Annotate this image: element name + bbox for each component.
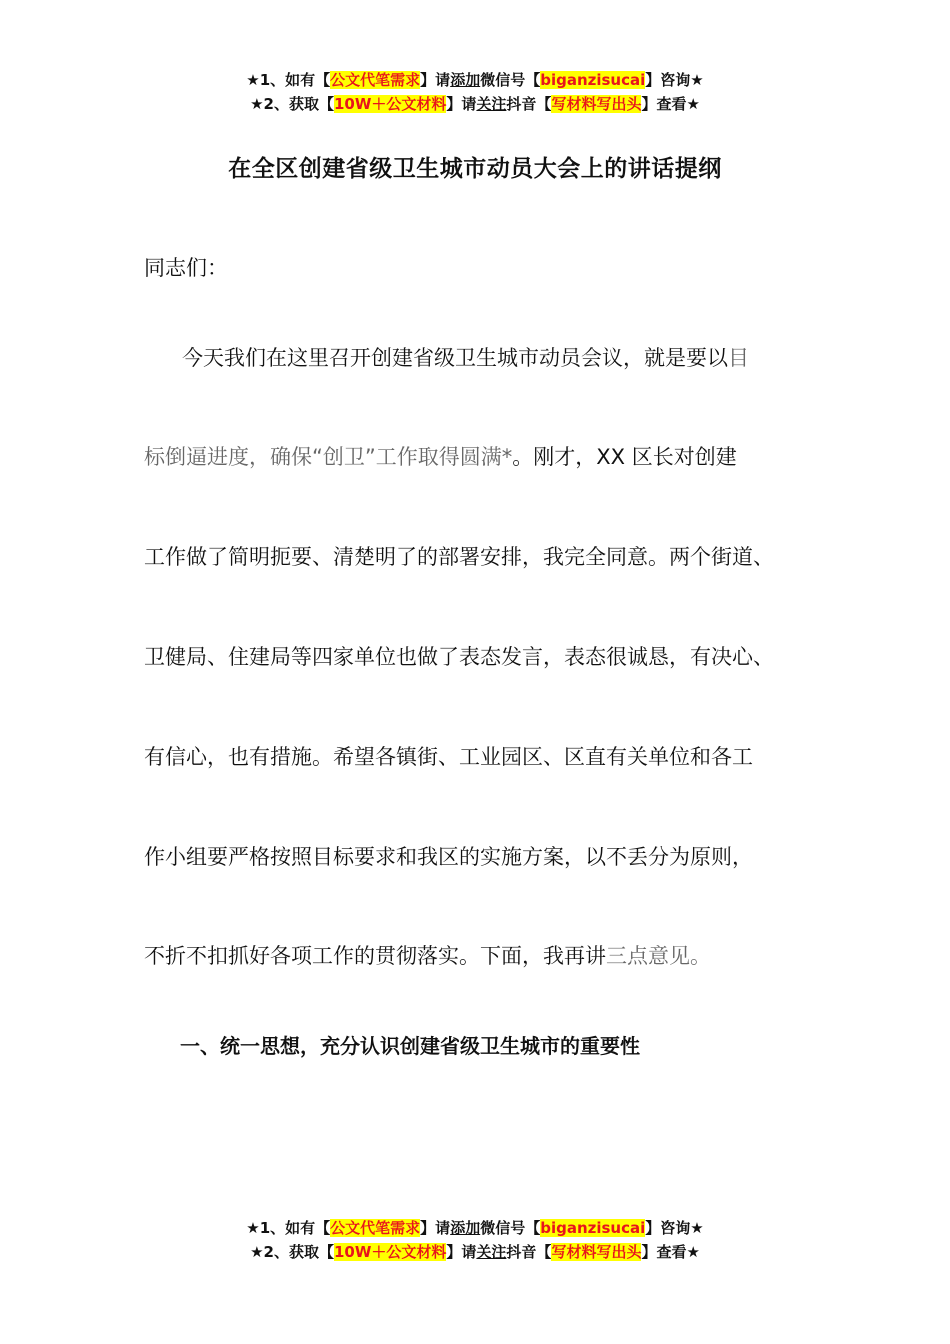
highlight-ghostwriting: 公文代笔需求 [330,71,421,89]
body-line-4: 卫健局、住建局等四家单位也做了表态发言，表态很诚恳，有决心、 [144,645,774,669]
highlight-wechat-id: biganzisucai [540,71,646,89]
body-line-7: 不折不扣抓好各项工作的贯彻落实。下面，我再讲三点意见。 [144,944,711,968]
document-title: 在全区创建省级卫生城市动员大会上的讲话提纲 [228,156,722,182]
star-icon: ★ [250,95,264,113]
highlight-materials: 10W＋公文材料 [333,95,447,113]
highlight-materials: 10W＋公文材料 [333,1243,447,1261]
star-icon: ★ [246,71,260,89]
section-heading-1: 一、统一思想，充分认识创建省级卫生城市的重要性 [180,1034,640,1058]
highlight-douyin: 写材料写出头 [551,1243,642,1261]
highlight-douyin: 写材料写出头 [551,95,642,113]
highlight-wechat-id: biganzisucai [540,1219,646,1237]
promo-line-2: ★2、获取【10W＋公文材料】请关注抖音【写材料写出头】查看★ [250,1243,700,1261]
body-line-1: 今天我们在这里召开创建省级卫生城市动员会议，就是要以目 [182,346,749,370]
star-icon: ★ [250,1243,264,1261]
body-line-5: 有信心，也有措施。希望各镇街、工业园区、区直有关单位和各工 [144,745,753,769]
body-line-3: 工作做了简明扼要、清楚明了的部署安排，我完全同意。两个街道、 [144,545,774,569]
promo-line-1: ★1、如有【公文代笔需求】请添加微信号【biganzisucai】咨询★ [246,1219,704,1237]
promo-banner-bottom [0,1216,950,1264]
body-line-2: 标倒逼进度，确保“创卫”工作取得圆满*。刚才，XX 区长对创建 [144,445,737,469]
salutation: 同志们： [144,256,228,280]
promo-banner-top [0,68,950,116]
promo-line-2: ★2、获取【10W＋公文材料】请关注抖音【写材料写出头】查看★ [250,95,700,113]
highlight-ghostwriting: 公文代笔需求 [330,1219,421,1237]
star-icon: ★ [246,1219,260,1237]
promo-line-1: ★1、如有【公文代笔需求】请添加微信号【biganzisucai】咨询★ [246,71,704,89]
body-line-6: 作小组要严格按照目标要求和我区的实施方案，以不丢分为原则， [144,845,753,869]
